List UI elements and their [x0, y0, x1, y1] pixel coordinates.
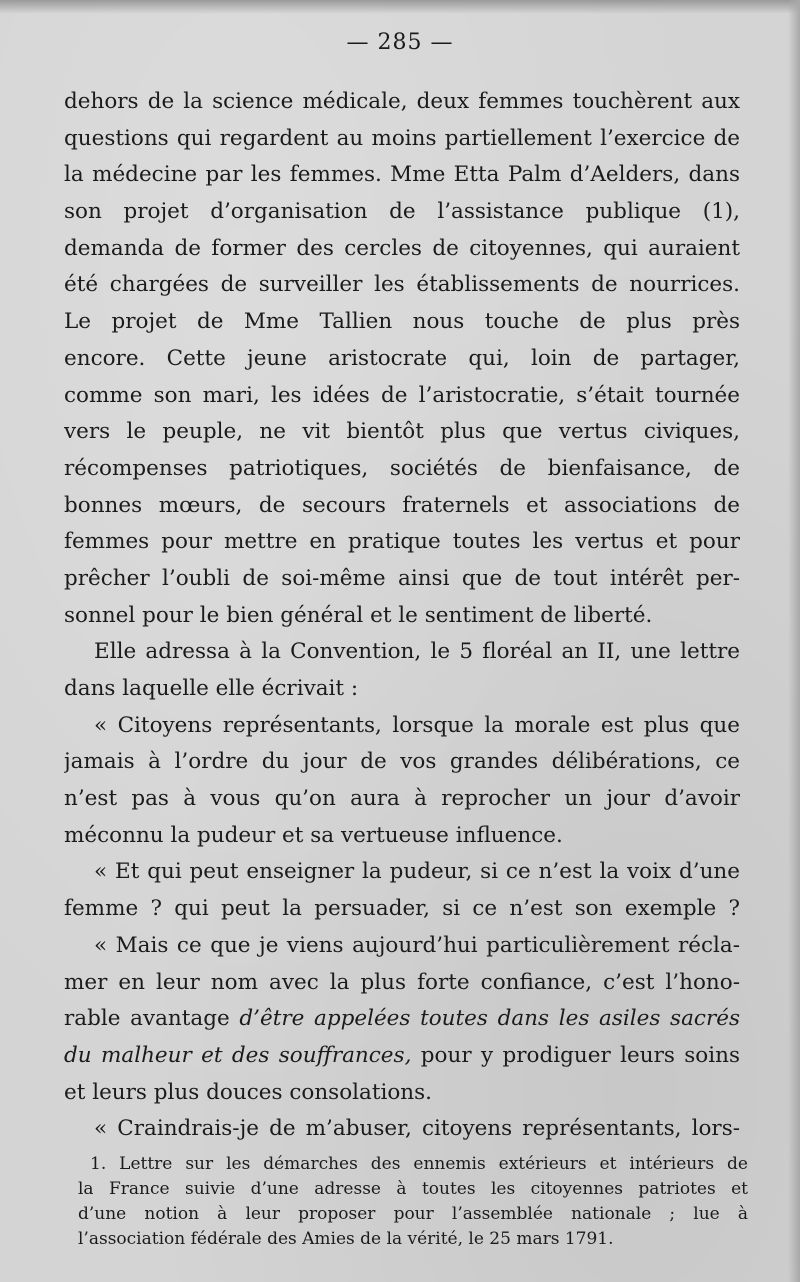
text-line: prêcher l’oubli de soi-même ainsi que de tout intérêt per-	[64, 565, 740, 591]
footnote-line: la France suivie d’une adresse à toutes les citoyennes patriotes et	[78, 1179, 748, 1199]
text-line: encore. Cette jeune aristocrate qui, loin de partager,	[64, 345, 740, 371]
text-line: sonnel pour le bien général et le sentiment de liberté.	[64, 602, 653, 628]
quote-line: méconnu la pudeur et sa vertueuse influence.	[64, 822, 563, 848]
quote-line: et leurs plus douces consolations.	[64, 1079, 433, 1105]
quote-line: « Mais ce que je viens aujourd’hui particulièrement récla-	[94, 932, 740, 958]
quote-line: n’est pas à vous qu’on aura à reprocher un jour d’avoir	[64, 786, 740, 812]
footnote-line: l’association fédérale des Amies de la vérité, le 25 mars 1791.	[78, 1229, 614, 1249]
quote-line: mer en leur nom avec la plus forte confiance, c’est l’hono-	[64, 969, 740, 995]
quote-line: « Et qui peut enseigner la pudeur, si ce n’est la voix d’une	[94, 859, 740, 885]
text-line: dans laquelle elle écrivait :	[64, 676, 359, 701]
page-number: — 285 —	[346, 30, 454, 55]
text-line: la médecine par les femmes. Mme Etta Palm d’Aelders, dans	[64, 162, 740, 188]
quote-line: femme ? qui peut la persuader, si ce n’est son exemple ?	[64, 896, 740, 922]
quote-line: « Citoyens représentants, lorsque la morale est plus que	[94, 712, 740, 738]
text-line: récompenses patriotiques, sociétés de bienfaisance, de	[64, 455, 740, 481]
footnote-line: 1. Lettre sur les démarches des ennemis extérieurs et intérieurs de	[90, 1154, 748, 1174]
quote-line	[64, 1001, 740, 1038]
text-line: vers le peuple, ne vit bientôt plus que vertus civiques,	[64, 419, 740, 445]
text-line: Le projet de Mme Tallien nous touche de plus près	[64, 309, 740, 335]
text-line: demanda de former des cercles de citoyennes, qui auraient	[64, 235, 740, 261]
text-line: dehors de la science médicale, deux femmes touchèrent aux	[64, 89, 740, 114]
italic-segment: d’être appelées toutes dans les asiles sacrés	[239, 1006, 740, 1032]
quote-line: « Craindrais-je de m’abuser, citoyens représentants, lors-	[94, 1116, 740, 1142]
main-text	[64, 84, 740, 1148]
text-line: comme son mari, les idées de l’aristocratie, s’était tournée	[64, 382, 740, 408]
quote-segment: pour y prodiguer leurs soins	[420, 1042, 740, 1068]
text-line: femmes pour mettre en pratique toutes les vertus et pour	[64, 529, 740, 555]
footnote	[78, 1152, 748, 1252]
page-right-shadow	[788, 0, 800, 1282]
quote-line: jamais à l’ordre du jour de vos grandes délibérations, ce	[64, 749, 740, 775]
quote-line	[64, 1038, 740, 1075]
text-line: Elle adressa à la Convention, le 5 floréal an II, une lettre	[94, 639, 740, 665]
text-line: son projet d’organisation de l’assistance publique (1),	[64, 199, 740, 225]
quote-segment: rable avantage	[64, 1006, 230, 1032]
italic-segment: du malheur et des souffrances,	[64, 1042, 412, 1068]
text-line: été chargées de surveiller les établissements de nourrices.	[64, 272, 740, 298]
footnote-line: d’une notion à leur proposer pour l’assemblée nationale ; lue à	[78, 1204, 748, 1224]
text-line: bonnes mœurs, de secours fraternels et associations de	[64, 492, 740, 518]
text-line: questions qui regardent au moins partiellement l’exercice de	[64, 125, 740, 151]
page-top-shadow	[0, 0, 800, 14]
